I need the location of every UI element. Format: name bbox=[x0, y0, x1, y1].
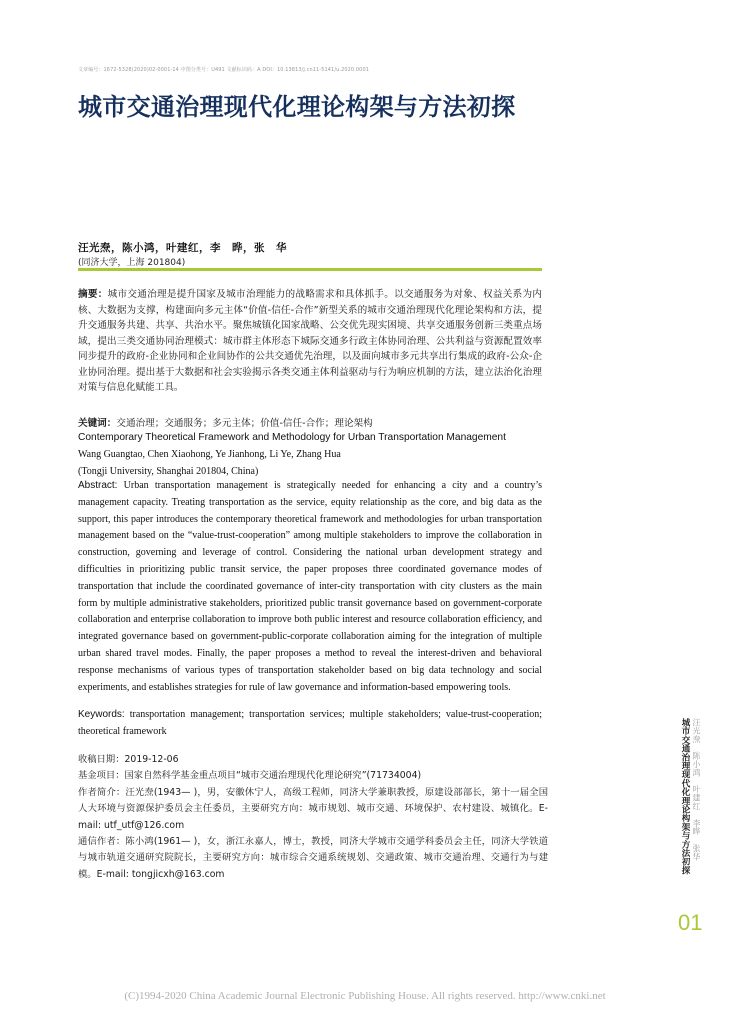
chinese-keywords-label: 关键词： bbox=[78, 418, 117, 429]
title-divider bbox=[78, 268, 542, 271]
fund-project: 基金项目：国家自然科学基金重点项目“城市交通治理现代化理论研究”(71734004) bbox=[78, 770, 422, 782]
english-keywords-text: transportation management; transportation services; multiple stakeholders; value-trust-cooperation; theoretical framework bbox=[78, 709, 542, 737]
author-affiliation: (同济大学，上海 201804) bbox=[78, 258, 186, 268]
english-affiliation: (Tongji University, Shanghai 201804, China) bbox=[78, 466, 259, 477]
chinese-abstract-label: 摘要： bbox=[78, 289, 108, 300]
author-bio: 作者简介：汪光焘(1943— )，男，安徽休宁人，高级工程师，同济大学兼职教授，原建设部部长，第十一届全国人大环境与资源保护委员会主任委员，主要研究方向：城市规划、城市交通、环境保护、农村建设、城镇化。E-mail: utf_utf@126.com bbox=[78, 786, 548, 831]
side-running-authors: 汪光焘 陈小鸿 叶建红 李晔 张华 bbox=[692, 718, 701, 861]
english-abstract-text: Urban transportation management is strategically needed for enhancing a city and a country’s management capacity. Treating transportation as the service, equity relationship as the core, and big data as the support, this paper introduces the contemporary theoretical framework and methodologies for urban transportation management based on the “value-trust-cooperation” among multiple stakeholders to improve the collaboration in construction, governing and leverage of control. Considering the national urban development strategy and difficulties in prioritizing public transit service, the paper proposes three coordinated governance modes of transportation that include the coordinated governance of inter-city transportation with city clusters as the main form by multiple administrative stakeholders, prioritized public transit governance based on government-corporate collaboration and enterprise collaboration to improve both public interest and resource collaboration efficiency, and integrated governance based on government-public-corporate collaboration aiming for the integration of multiple urban shared travel modes. Finally, the paper proposes a method to reveal the interest-driven and behavioral response mechanisms of various types of transportation stakeholder based on big data technology and social experiments, and establishes strategies for rule of law governance and information-based empowering tools. bbox=[78, 480, 542, 693]
chinese-abstract bbox=[78, 287, 542, 396]
page-title: 城市交通治理现代化理论构架与方法初探 bbox=[78, 93, 516, 121]
chinese-keywords-text: 交通治理；交通服务；多元主体；价值-信任-合作；理论架构 bbox=[116, 418, 373, 429]
author-list: 汪光焘，陈小鸿，叶建红，李 晔，张 华 bbox=[78, 242, 287, 254]
english-abstract bbox=[78, 478, 542, 696]
chinese-keywords bbox=[78, 415, 542, 429]
received-date: 收稿日期：2019-12-06 bbox=[78, 754, 179, 765]
article-notes bbox=[78, 752, 548, 883]
article-meta-line: 文章编号：1672-5328(2020)02-0001-14 中图分类号：U491 文献标识码：A DOI：10.13813/j.cn11-5141/u.2020.0001 bbox=[78, 67, 370, 73]
english-title: Contemporary Theoretical Framework and Methodology for Urban Transportation Management bbox=[78, 432, 506, 443]
copyright-footer: (C)1994-2020 China Academic Journal Electronic Publishing House. All rights reserved. http://www.cnki.net bbox=[124, 990, 606, 1002]
english-keywords bbox=[78, 707, 542, 740]
corresponding-author: 通信作者：陈小鸿(1961— )，女，浙江永嘉人，博士，教授，同济大学城市交通学科委员会主任，同济大学铁道与城市轨道交通研究院院长，主要研究方向：城市综合交通系统规划、交通政策、城市交通治理、交通行为与建模。E-mail: tongjicxh@163.com bbox=[78, 836, 548, 880]
chinese-abstract-text: 城市交通治理是提升国家及城市治理能力的战略需求和具体抓手。以交通服务为对象、权益关系为内核、大数据为支撑，构建面向多元主体“价值-信任-合作”新型关系的城市交通治理现代化理论架构和方法，提升交通服务共建、共享、共治水平。聚焦城镇化国家战略、公交优先现实困境、共享交通服务创新三类重点场域，提出三类交通协同治理模式：城市群主体形态下城际交通多行政主体协同治理、公共利益与资源配置效率同步提升的政府-企业协同和企业间协作的公共交通优先治理，以及面向城市多元共享出行集成的政府-公众-企业协同治理。提出基于大数据和社会实验揭示各类交通主体利益驱动与行为响应机制的方法，建立法治化治理对策与信息化赋能工具。 bbox=[78, 289, 543, 393]
english-abstract-label: Abstract: bbox=[78, 480, 118, 491]
page-number: 01 bbox=[678, 910, 703, 935]
english-keywords-label: Keywords: bbox=[78, 709, 125, 720]
english-authors: Wang Guangtao, Chen Xiaohong, Ye Jianhong, Li Ye, Zhang Hua bbox=[78, 449, 341, 460]
side-running-title: 城市交通治理现代化理论构架与方法初探 bbox=[680, 718, 690, 875]
